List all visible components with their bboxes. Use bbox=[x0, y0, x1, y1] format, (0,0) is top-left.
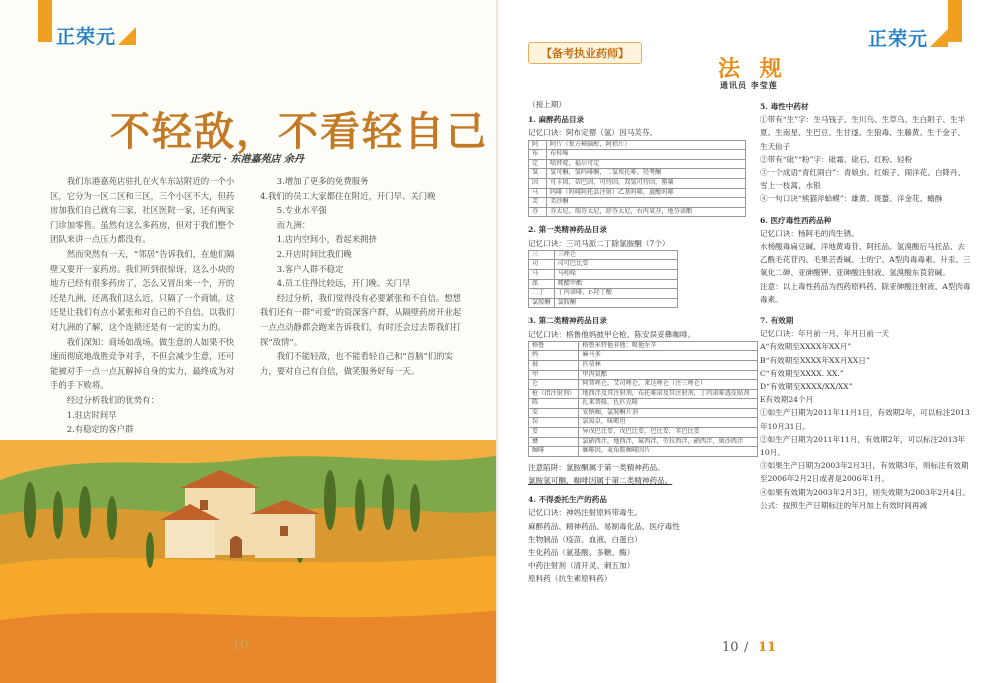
table-row: 甲 甲丙氨酯 bbox=[529, 370, 758, 380]
table-row: 定 喷替啶，福尔可定 bbox=[529, 159, 746, 169]
corner-tab bbox=[948, 0, 962, 42]
narcotics-table bbox=[528, 140, 746, 218]
section-title: 法 规 bbox=[718, 56, 788, 82]
heading-no-commission: 4. 不得委托生产的药品 bbox=[528, 495, 607, 505]
regulation-column-2: 5. 毒性中药材 ①带有“生”字：生马钱子、生川乌、生草乌、生白附子、生半夏、生南星、生巴豆、生甘遂、生狼毒、生藤黄、生千金子、生天仙子 ②带有“砒”“粉”字：砒霜、砒石、红粉、轻粉 ③一个成语“青红闹白”：青娘虫、红娘子、闹洋花、白降丹、雪上一枝蒿、水银 ④一句口诀“熊猫斧蛤蟆”：雄黄、斑蝥、洋金花、蟾酥 6. 医疗毒性西药品种 记忆口诀：杨阿毛的肉生锈。 水杨酸毒扁豆碱、洋地黄毒苷、阿托品、氢溴酸后马托品、去乙酰毛花苷丙、毛果芸香碱、士的宁、A型肉毒毒素、升汞、三氧化二砷、亚砷酸钾、亚砷酸注射液、氢溴酸东莨菪碱。 注意：以上毒性药品为西药原料药，除亚砷酸注射液、A型肉毒毒素。 7. 有效期 记忆口诀：年月前一月、年月日前一天 A“有效期至XXXX年XX月” B“有效期至XXXX年XX月XX日” C“有效期至XXXX. XX.” D“有效期至XXXX/XX/XX” E有效期24个月 ①如生产日期为2011年11月1日，有效期2年，可以标注2013年10月31日。 ②如生产日期为2011年11月，有效期2年，可以标注2013年10月。 ③如果生产日期为2003年2月3日，有效期3年，则标注有效期至2006年2月2日或者是2006年1月。 ④如果有效期为2003年2月3日，则失效期为2003年2月4日。 公式：按照生产日期标注的年月加上有效时间再减 bbox=[760, 102, 971, 510]
table-row: 阿 阿片（复方樟脑酊，阿桔片） bbox=[529, 140, 746, 150]
table-row: 安 安钠咖，氯胺酮片剂 bbox=[529, 408, 758, 418]
brand-logo: 正荣元 bbox=[868, 24, 948, 51]
heading-toxic-herbs: 5. 毒性中药材 bbox=[760, 102, 809, 111]
article-column-1: 我们东港嘉苑店驻扎在火车东站附近的一个小区，它分为一区二区和三区，三个小区不大，但药房加我们自己就有三家，社区医院一家，还有两家门诊加零售。虽然有这么多药房，但对于我们整个团队来讲一点压力都没有。 然而突然有一天，“邻居”告诉我们，在他们隔壁又要开一家药房。我们听到很惊讶，这么小块的地方已经有很多药房了，怎么又冒出来一个，开的还是九洲，还离我们这么近，只隔了一个商铺。这还是让我们有点小紧张和对自己的不自信。以我们对九洲的了解，这个连锁还是有一定的实力的。 我们深知：商场如战场。做生意的人如果不快速而彻底地战胜竞争对手，不但会减少生意，还可能被对手一点一点瓦解掉自身的实力，最终成为对手的手下败将。 经过分析我们的优势有： 1.驻店时间早 2.有稳定的客户群 bbox=[50, 176, 235, 435]
heading-narcotics: 1. 麻醉药品目录 bbox=[528, 115, 585, 125]
table-row: 派 哌醋甲酯 bbox=[529, 279, 678, 289]
heading-expiry: 7. 有效期 bbox=[760, 316, 794, 326]
article-byline: 正荣元 · 东港嘉苑店 余丹 bbox=[190, 154, 304, 165]
table-row: 仑 阿普唑仑，艾司唑仑，来达唑仑（注三唑仑） bbox=[529, 380, 758, 390]
article-column-2: 3.增加了更多的免费服务 4.我们的员工大家都住在附近，开门早、关门晚 5.专业水平强 而九洲： 1.店内空间小，看起来拥挤 2.开店时间比我们晚 3.客户人群不稳定 4.员工住得比较远，开门晚、关门早 经过分析，我们觉得没有必要紧张和不自信。想想我们还有一群“可爱”的资深客户群，从隔壁药房开业起一点点动静都会跑来告诉我们，有时还会过去帮我们打探“敌情”。 我们不能轻敌，也不能看轻自己和“首脑”们的实力，要对自己有自信，做笑服务好每一天。 bbox=[260, 176, 462, 376]
table-row: 格鲁 格鲁米特他非他：喷他左辛 bbox=[529, 341, 758, 351]
table-row: 马 吗啡（吗啡阿托品注射）乙基吗啡，旋酸吗啡 bbox=[529, 188, 746, 198]
heading-toxic-western: 6. 医疗毒性西药品种 bbox=[760, 215, 832, 225]
article-title: 不轻敌，不看轻自己 bbox=[110, 108, 488, 155]
section-author: 通讯员 李莹莲 bbox=[720, 80, 778, 90]
table-row: 枪（指注射剂） 地西泮及其注射剂，布托啡诺及其注射剂，丁丙诺啡透皮贴剂 bbox=[529, 389, 758, 399]
table-row: 司 司可巴比妥 bbox=[529, 260, 678, 270]
tuscan-landscape-illustration bbox=[0, 440, 500, 683]
page-separator: / bbox=[744, 640, 749, 655]
heading-psychotropic-2: 3. 第二类精神药品目录 bbox=[528, 316, 607, 326]
table-row: 芬 芬太尼，瑞芬太尼，舒芬太尼，右丙氧芬，地芬诺酯 bbox=[529, 207, 746, 217]
table-row: 芙 美沙酮 bbox=[529, 198, 746, 208]
section-badge: 【备考执业药师】 bbox=[528, 42, 642, 64]
psychotropic-1-table bbox=[528, 250, 678, 309]
table-row: 妈 麻马多 bbox=[529, 351, 758, 361]
table-row: 氢 氢可酮，氢吗啡酮，二氢埃托啡，羟考酮 bbox=[529, 169, 746, 179]
table-row: 三 三唑仑 bbox=[529, 250, 678, 260]
heading-psychotropic-1: 2. 第一类精神药品目录 bbox=[528, 225, 607, 235]
page-number-left: 10 bbox=[722, 640, 739, 655]
logo-mark-icon bbox=[118, 27, 136, 45]
corner-tab bbox=[38, 0, 52, 42]
table-row: 彝 氯硝西泮，地西泮，氟西泮，劳拉西泮，硝西泮，奥沙西泮 bbox=[529, 437, 758, 447]
table-row: 因 可卡因，蒂巴因，可待因，双氢可待因，罂粟 bbox=[529, 178, 746, 188]
table-row: 咖啡 咖啡因，麦角胺咖啡因片 bbox=[529, 447, 758, 457]
brand-logo: 正荣元 bbox=[56, 22, 136, 49]
table-row: 误 氯氮卓，咪哌坦 bbox=[529, 418, 758, 428]
page-number-right: 11 bbox=[758, 640, 777, 655]
table-row: 布 布桂嗪 bbox=[529, 150, 746, 160]
logo-mark-icon bbox=[930, 29, 948, 47]
table-row: 妥 异戊巴比妥，戊巴比妥，巴比妥，苯巴比妥 bbox=[529, 428, 758, 438]
table-row: 马 马吲哚 bbox=[529, 269, 678, 279]
table-row: 氯胺酮 氯胺酮 bbox=[529, 298, 678, 308]
table-row: 陈 扎来普隆，佐匹克隆 bbox=[529, 399, 758, 409]
psychotropic-2-table bbox=[528, 341, 758, 457]
regulation-column-1: （接上期） 1. 麻醉药品目录 记忆口诀：阿布定罂（氢）因马芙芬。 阿 阿片（复方樟脑酊，阿桔片） 布 布桂嗪 定 喷替啶，福尔可定 氢 氢可酮，氢吗啡酮，二氢埃托啡，羟考酮 因 可卡因，蒂巴因，可待因，双氢可待因，罂粟 马 吗啡（吗啡阿托品注射）乙基吗啡，旋酸吗啡 芙 美沙酮 芬 芬太尼，瑞芬太尼，舒芬太尼，右丙氧芬，地芬诺酯 2. 第一类精神药品目录 记忆口诀：三司马派二丁除氯胺酮（7个） 三 三唑仑 司 司可巴比妥 马 马吲哚 派 哌醋甲酯 二丁 丁丙诺啡，r-羟丁酸 氯胺酮 氯胺酮 3. 第二类精神药品目录 记忆口诀：格鲁他妈披甲仑枪，陈安误妥彝咖啡。 格鲁 格鲁米特他非他：喷他左辛 妈 麻马多 披 匹莫林 甲 甲丙氨酯 仑 阿普唑仑，艾司唑仑，来达唑仑（注三唑仑） 枪（指注射剂） 地西泮及其注射剂，布托啡诺及其注射剂，丁丙诺啡透皮贴剂 陈 扎来普隆，佐匹克隆 安 安钠咖，氯胺酮片剂 误 氯氮卓，咪哌坦 妥 异戊巴比妥，戊巴比妥，巴比妥，苯巴比妥 彝 氯硝西泮，地西泮，氟西泮，劳拉西泮，硝西泮，奥沙西泮 咖啡 咖啡因，麦角胺咖啡因片 注意陷阱：氯胺酮属于第一类精神药品。 氯胺氢可酮、咖啡因属于第二类精神药品。 4. 不得委托生产的药品 记忆口诀：神妈注射原料带毒生。 麻醉药品、精神药品、易制毒化品、医疗毒性 生物制品（疫苗、血液、白蛋白） 生化药品（氨基酸、多糖、酶） 中药注射剂（清开灵、刺五加） 原料药（抗生素原料药） bbox=[528, 98, 750, 586]
table-row: 二丁 丁丙诺啡，r-羟丁酸 bbox=[529, 289, 678, 299]
table-row: 披 匹莫林 bbox=[529, 360, 758, 370]
page-number: 10 bbox=[232, 638, 249, 653]
